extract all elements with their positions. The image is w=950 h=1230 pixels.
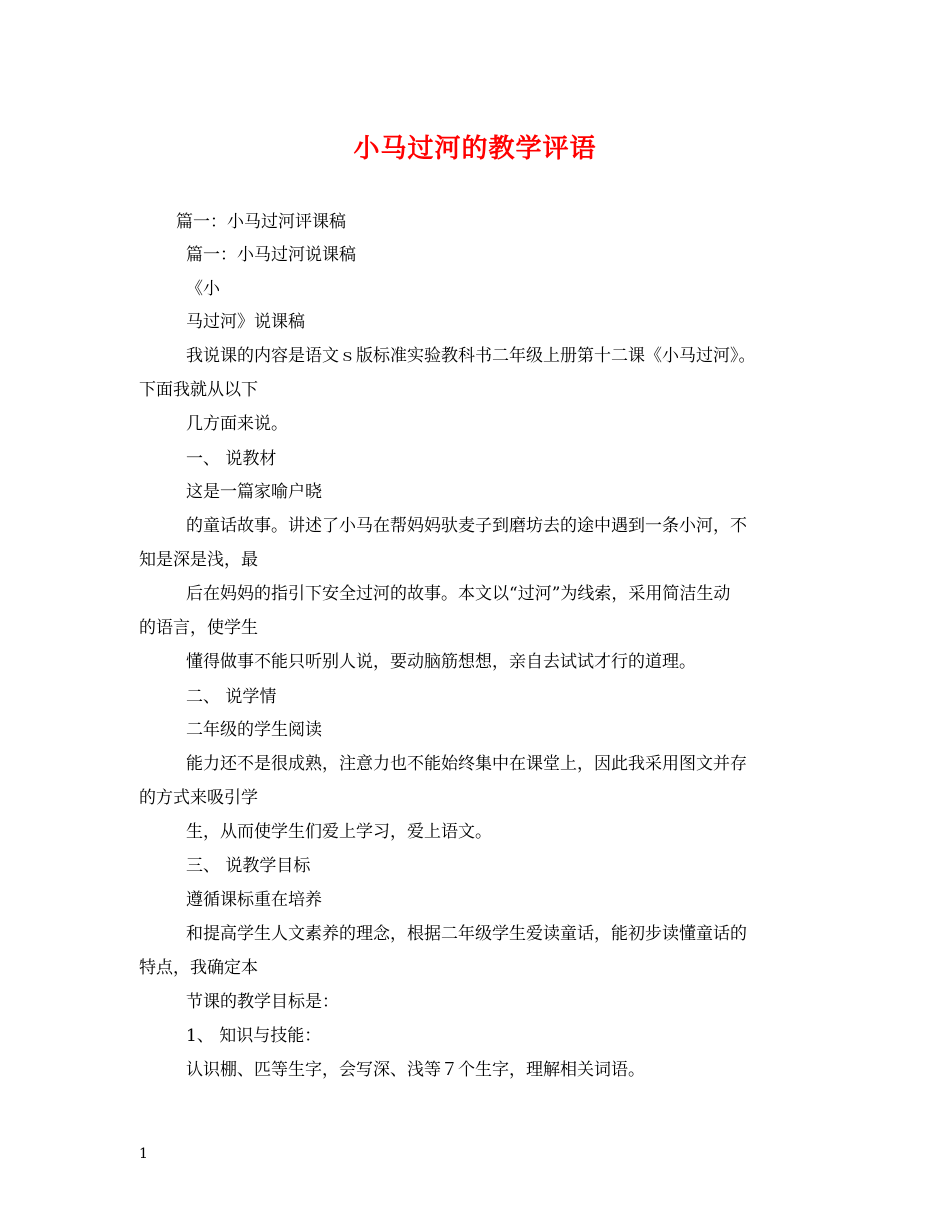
text-line: 的语言，使学生 bbox=[139, 618, 258, 638]
text-line: 的方式来吸引学 bbox=[139, 788, 258, 808]
text-line: 我说课的内容是语文ｓ版标准实验教科书二年级上册第十二课《小马过河》。 bbox=[186, 346, 756, 366]
text-line: 知是深是浅，最 bbox=[139, 550, 258, 570]
text-line: 的童话故事。讲述了小马在帮妈妈驮麦子到磨坊去的途中遇到一条小河，不 bbox=[186, 516, 747, 536]
text-line: 节课的教学目标是： bbox=[186, 992, 339, 1012]
text-line: 能力还不是很成熟，注意力也不能始终集中在课堂上，因此我采用图文并存 bbox=[186, 754, 747, 774]
text-line: 三、 说教学目标 bbox=[186, 856, 311, 876]
document-title: 小马过河的教学评语 bbox=[353, 134, 597, 164]
page-number: 1 bbox=[139, 1146, 148, 1162]
text-line: 二、 说学情 bbox=[186, 687, 277, 707]
text-line: 一、 说教材 bbox=[186, 449, 277, 469]
text-line: 生，从而使学生们爱上学习，爱上语文。 bbox=[186, 822, 492, 842]
text-line: 这是一篇家喻户晓 bbox=[186, 482, 322, 502]
text-line: 后在妈妈的指引下安全过河的故事。本文以“过河”为线索，采用简洁生动 bbox=[186, 584, 731, 604]
text-line: 几方面来说。 bbox=[186, 414, 288, 434]
text-line: 特点，我确定本 bbox=[139, 958, 258, 978]
text-line: 篇一：小马过河评课稿 bbox=[176, 212, 346, 232]
text-line: 马过河》说课稿 bbox=[186, 312, 305, 332]
text-line: 二年级的学生阅读 bbox=[186, 720, 322, 740]
text-line: 遵循课标重在培养 bbox=[186, 890, 322, 910]
text-line: 懂得做事不能只听别人说，要动脑筋想想，亲自去试试才行的道理。 bbox=[186, 652, 696, 672]
text-line: 下面我就从以下 bbox=[139, 380, 258, 400]
text-line: 认识棚、匹等生字，会写深、浅等７个生字，理解相关词语。 bbox=[186, 1060, 645, 1080]
text-line: 篇一：小马过河说课稿 bbox=[186, 245, 356, 265]
text-line: 《小 bbox=[186, 279, 220, 299]
text-line: 和提高学生人文素养的理念，根据二年级学生爱读童话，能初步读懂童话的 bbox=[186, 924, 747, 944]
text-line: 1、 知识与技能： bbox=[186, 1026, 322, 1046]
